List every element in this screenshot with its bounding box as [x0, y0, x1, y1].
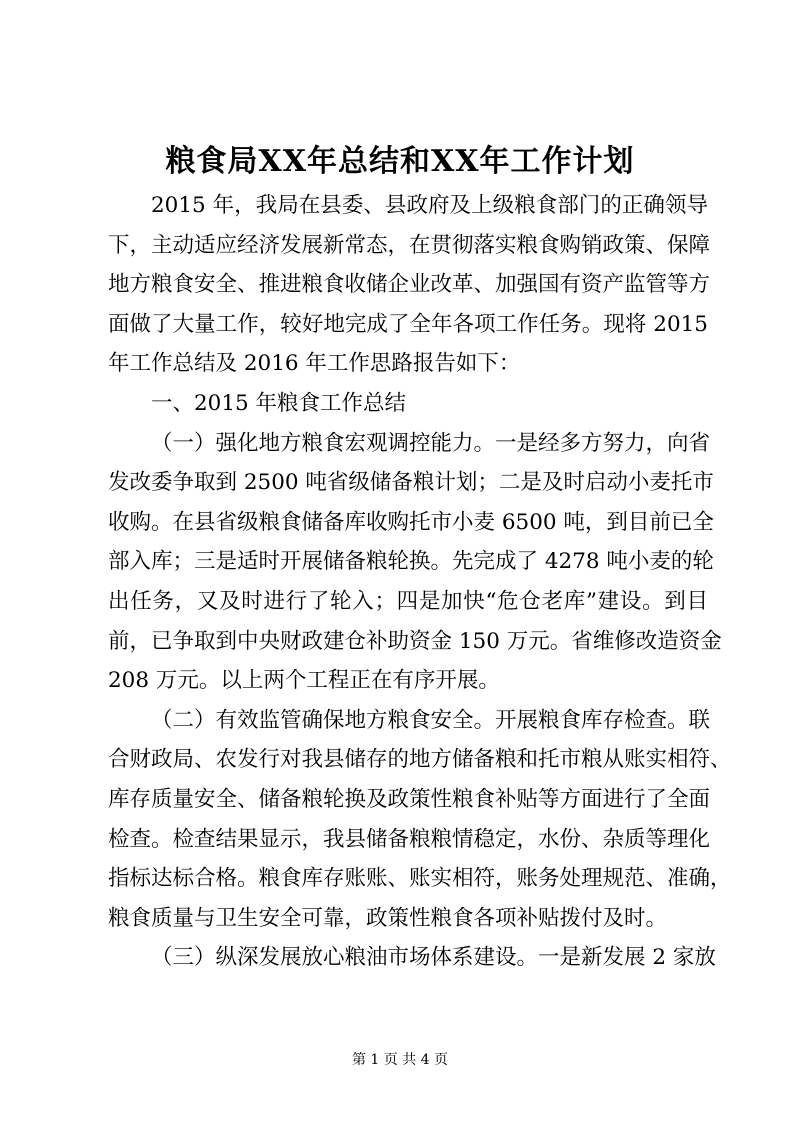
paragraph-1-line-4: 面做了大量工作，较好地完成了全年各项工作任务。现将 2015: [108, 311, 708, 337]
paragraph-3-line-1: （一）强化地方粮食宏观调控能力。一是经多方努力，向省: [151, 430, 711, 456]
paragraph-3-line-4: 部入库；三是适时开展储备粮轮换。先完成了 4278 吨小麦的轮: [108, 549, 714, 575]
page-number-footer: 第 1 页 共 4 页: [351, 1052, 449, 1068]
paragraph-3-line-3: 收购。在县省级粮食储备库收购托市小麦 6500 吨，到目前已全: [108, 509, 714, 535]
paragraph-1-line-5: 年工作总结及 2016 年工作思路报告如下：: [108, 351, 521, 377]
paragraph-3-line-5: 出任务，又及时进行了轮入；四是加快“危仓老库”建设。到目: [108, 588, 708, 614]
document-title: 粮食局XX年总结和XX年工作计划: [165, 144, 635, 179]
paragraph-4-line-3: 库存质量安全、储备粮轮换及政策性粮食补贴等方面进行了全面: [108, 786, 711, 812]
paragraph-3-line-6: 前，已争取到中央财政建仓补助资金 150 万元。省维修改造资金: [108, 628, 722, 654]
section-heading-1: 一、2015 年粮食工作总结: [151, 390, 407, 416]
paragraph-4-line-6: 粮食质量与卫生安全可靠，政策性粮食各项补贴拨付及时。: [108, 905, 668, 931]
paragraph-4-line-2: 合财政局、农发行对我县储存的地方储备粮和托市粮从账实相符、: [108, 747, 732, 773]
paragraph-1-line-2: 下，主动适应经济发展新常态，在贯彻落实粮食购销政策、保障: [108, 232, 711, 258]
paragraph-3-line-7: 208 万元。以上两个工程正在有序开展。: [108, 668, 500, 694]
paragraph-1-line-3: 地方粮食安全、推进粮食收储企业改革、加强国有资产监管等方: [108, 272, 711, 298]
paragraph-4-line-1: （二）有效监管确保地方粮食安全。开展粮食库存检查。联: [151, 707, 711, 733]
paragraph-4-line-5: 指标达标合格。粮食库存账账、账实相符，账务处理规范、准确，: [108, 866, 732, 892]
paragraph-4-line-4: 检查。检查结果显示，我县储备粮粮情稳定，水份、杂质等理化: [108, 826, 711, 852]
paragraph-3-line-2: 发改委争取到 2500 吨省级储备粮计划；二是及时启动小麦托市: [108, 470, 714, 496]
paragraph-1-line-1: 2015 年，我局在县委、县政府及上级粮食部门的正确领导: [151, 193, 708, 218]
paragraph-5-line-1: （三）纵深发展放心粮油市场体系建设。一是新发展 2 家放: [151, 945, 716, 971]
document-body: [108, 186, 732, 978]
